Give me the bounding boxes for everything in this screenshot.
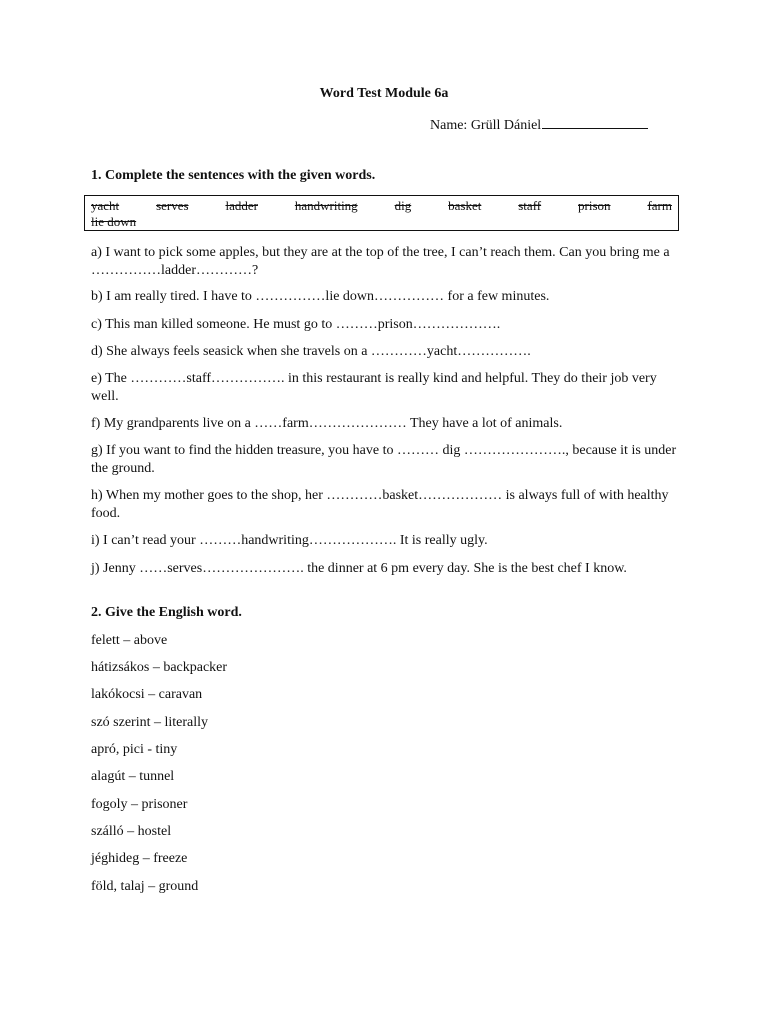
vocab-item: felett – above <box>91 633 168 648</box>
vocab-item: föld, talaj – ground <box>91 879 199 894</box>
vocab-item: jéghideg – freeze <box>91 851 188 866</box>
word-box <box>84 195 679 231</box>
word-box-item: staff <box>518 198 542 213</box>
word-box-row <box>91 214 672 230</box>
word-box-item: dig <box>394 198 412 213</box>
word-box-row <box>91 198 672 214</box>
question-i: i) I can’t read your ………handwriting………………. It is really ugly. <box>91 533 488 548</box>
question-f: f) My grandparents live on a ……farm………………… They have a lot of animals. <box>91 416 563 431</box>
vocab-item: szálló – hostel <box>91 824 172 839</box>
page-title: Word Test Module 6a <box>319 86 449 101</box>
name-blank-line <box>542 114 648 129</box>
word-box-item: yacht <box>91 198 120 213</box>
vocab-item: alagút – tunnel <box>91 769 175 784</box>
word-box-item: serves <box>156 198 189 213</box>
name-label: Name: Grüll Dániel <box>430 118 542 133</box>
word-box-item: prison <box>578 198 611 213</box>
section-2-heading: 2. Give the English word. <box>91 605 242 620</box>
word-box-item: farm <box>647 198 672 213</box>
word-box-item: lie down <box>91 214 137 229</box>
section-1-heading: 1. Complete the sentences with the given words. <box>91 168 376 183</box>
question-a: a) I want to pick some apples, but they are at the top of the tree, I can’t reach them. Can you bring me a ……………ladder…………? <box>91 245 670 278</box>
word-box-item: basket <box>448 198 482 213</box>
question-j: j) Jenny ……serves…………………. the dinner at 6 pm every day. She is the best chef I know. <box>91 561 627 576</box>
question-c: c) This man killed someone. He must go to ………prison………………. <box>91 317 501 332</box>
vocab-item: fogoly – prisoner <box>91 797 188 812</box>
word-box-item: ladder <box>225 198 258 213</box>
question-g: g) If you want to find the hidden treasure, you have to ……… dig …………………., because it is under the ground. <box>91 443 677 476</box>
question-b: b) I am really tired. I have to ……………lie down…………… for a few minutes. <box>91 289 550 304</box>
vocab-item: hátizsákos – backpacker <box>91 660 228 675</box>
student-name <box>430 114 648 134</box>
vocab-item: apró, pici - tiny <box>91 742 178 757</box>
word-box-item: handwriting <box>294 198 358 213</box>
question-e: e) The …………staff……………. in this restaurant is really kind and helpful. They do their job very well. <box>91 371 657 404</box>
question-d: d) She always feels seasick when she travels on a …………yacht……………. <box>91 344 531 359</box>
vocab-item: lakókocsi – caravan <box>91 687 203 702</box>
vocab-item: szó szerint – literally <box>91 715 209 730</box>
question-h: h) When my mother goes to the shop, her …………basket……………… is always full of with healthy food. <box>91 488 669 521</box>
